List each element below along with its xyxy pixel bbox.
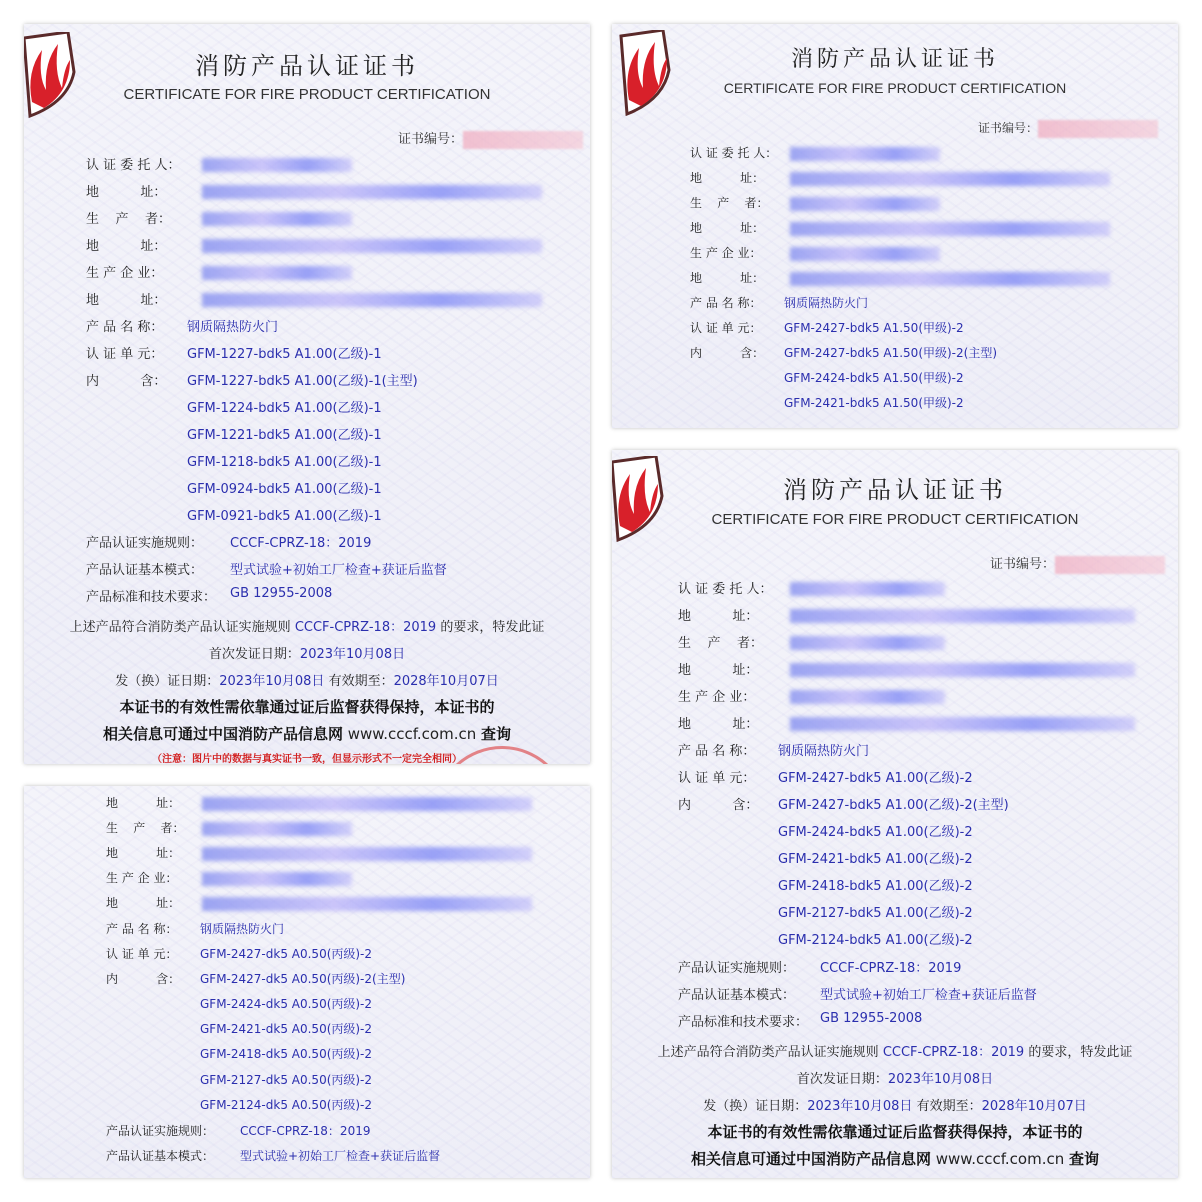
address-label: 地 址：: [690, 221, 765, 235]
product-name-row: [24, 920, 590, 947]
contains-label: 内 含：: [86, 374, 167, 389]
producer-row: [24, 208, 590, 235]
cert-number: [990, 553, 1165, 574]
redacted-value: [202, 212, 352, 226]
address-row: [24, 794, 590, 821]
model-item: GFM-2427-dk5 A0.50(丙级)-2(主型): [200, 972, 406, 986]
address-row: [24, 894, 590, 921]
product-name-value: 钢质隔热防火门: [187, 320, 279, 335]
model-item: GFM-1221-bdk5 A1.00(乙级)-1: [187, 428, 382, 443]
cert-title: 消防产品认证证书: [790, 47, 999, 72]
cert-number: [978, 119, 1158, 138]
product-name-row: [24, 316, 590, 343]
producer-row: [612, 194, 1178, 221]
redacted-value: [202, 872, 352, 886]
unit-value: GFM-2427-bdk5 A1.00(乙级)-2: [778, 771, 973, 786]
cert-number-label: 证书编号：: [398, 132, 464, 147]
model-item: GFM-2127-bdk5 A1.00(乙级)-2: [778, 906, 973, 921]
product-name-row: [612, 294, 1178, 321]
address-label: 地 址：: [86, 293, 167, 308]
unit-row: [612, 767, 1178, 794]
unit-label: 认 证 单 元：: [678, 771, 756, 786]
product-name-row: [612, 740, 1178, 767]
address-row: [612, 605, 1178, 632]
cert-number-label: 证书编号：: [978, 121, 1039, 135]
enterprise-label: 生 产 企 业：: [690, 246, 762, 260]
unit-label: 认 证 单 元：: [690, 321, 762, 335]
client-label: 认 证 委 托 人：: [690, 146, 778, 160]
cert-number: [398, 128, 583, 149]
model-item: GFM-2418-dk5 A0.50(丙级)-2: [200, 1047, 373, 1061]
enterprise-row: [612, 244, 1178, 271]
cert-number-redacted: [1055, 556, 1165, 574]
unit-row: [24, 945, 590, 972]
standard-label: 产品标准和技术要求：: [86, 590, 217, 605]
unit-row: [24, 343, 590, 370]
certificate-1: [24, 24, 590, 764]
enterprise-row: [24, 869, 590, 896]
notice-text: （注意：图片中的数据与真实证书一致，但显示形式不一定完全相同）: [152, 754, 462, 764]
validity-line-2: 相关信息可通过中国消防产品信息网 www.cccf.com.cn 查询: [102, 725, 512, 743]
address-row: [612, 219, 1178, 246]
mode-value: 型式试验+初始工厂检查+获证后监督: [230, 563, 447, 578]
address-label: 地 址：: [86, 185, 167, 200]
redacted-value: [790, 197, 940, 211]
issue-valid-dates: 发（换）证日期：2023年10月08日 有效期至：2028年10月07日: [703, 1099, 1087, 1114]
cert-number-redacted: [463, 131, 583, 149]
enterprise-label: 生 产 企 业：: [86, 266, 164, 281]
enterprise-row: [612, 686, 1178, 713]
cert-subtitle: CERTIFICATE FOR FIRE PRODUCT CERTIFICATION: [723, 80, 1067, 96]
producer-row: [24, 819, 590, 846]
contains-label: 内 含：: [678, 798, 759, 813]
address-label: 地 址：: [106, 896, 181, 910]
model-item: GFM-1218-bdk5 A1.00(乙级)-1: [187, 455, 382, 470]
address-label: 地 址：: [678, 609, 759, 624]
enterprise-label: 生 产 企 业：: [106, 871, 178, 885]
model-item: GFM-2421-bdk5 A1.00(乙级)-2: [778, 852, 973, 867]
standard-label: 产品标准和技术要求：: [678, 1015, 809, 1030]
address-row: [24, 844, 590, 871]
rule-value: CCCF-CPRZ-18：2019: [820, 961, 962, 976]
redacted-value: [790, 663, 1135, 677]
model-item: GFM-2127-dk5 A0.50(丙级)-2: [200, 1073, 373, 1087]
rule-row: [24, 532, 590, 559]
redacted-value: [790, 272, 1110, 286]
validity-line-2: 相关信息可通过中国消防产品信息网 www.cccf.com.cn 查询: [690, 1150, 1100, 1168]
redacted-value: [202, 897, 532, 911]
rule-row: [612, 957, 1178, 984]
redacted-value: [202, 822, 352, 836]
cert-title: 消防产品认证证书: [195, 52, 419, 80]
redacted-value: [790, 247, 940, 261]
redacted-value: [790, 717, 1135, 731]
contains-row: [24, 970, 590, 997]
address-label: 地 址：: [690, 271, 765, 285]
mode-value: 型式试验+初始工厂检查+获证后监督: [820, 988, 1037, 1003]
redacted-value: [790, 172, 1110, 186]
unit-row: [612, 319, 1178, 346]
mode-value: 型式试验+初始工厂检查+获证后监督: [240, 1149, 441, 1163]
cert-number-redacted: [1038, 120, 1158, 138]
address-label: 地 址：: [690, 171, 765, 185]
mode-row: [612, 984, 1178, 1011]
unit-value: GFM-1227-bdk5 A1.00(乙级)-1: [187, 347, 382, 362]
producer-label: 生 产 者：: [678, 636, 764, 651]
certificate-4: [612, 450, 1178, 1178]
product-name-label: 产 品 名 称：: [678, 744, 756, 759]
standard-value: GB 12955-2008: [820, 1011, 923, 1026]
model-item: GFM-2418-bdk5 A1.00(乙级)-2: [778, 879, 973, 894]
rule-value: CCCF-CPRZ-18：2019: [230, 536, 372, 551]
standard-row: [24, 586, 590, 613]
first-issue-date: 首次发证日期：2023年10月08日: [796, 1072, 994, 1087]
address-label: 地 址：: [678, 717, 759, 732]
mode-label: 产品认证基本模式：: [86, 563, 204, 578]
redacted-value: [790, 609, 1135, 623]
address-row: [24, 289, 590, 316]
cert-subtitle: CERTIFICATE FOR FIRE PRODUCT CERTIFICATION: [123, 86, 491, 103]
contains-row: [612, 344, 1178, 371]
cert-title: 消防产品认证证书: [783, 476, 1007, 504]
address-row: [24, 235, 590, 262]
rule-value: CCCF-CPRZ-18：2019: [240, 1124, 371, 1138]
address-row: [612, 269, 1178, 296]
redacted-value: [790, 582, 945, 596]
unit-label: 认 证 单 元：: [106, 947, 178, 961]
contains-row: [612, 794, 1178, 821]
producer-label: 生 产 者：: [86, 212, 172, 227]
redacted-value: [202, 797, 532, 811]
redacted-value: [790, 222, 1110, 236]
redacted-value: [202, 293, 542, 307]
redacted-value: [790, 690, 945, 704]
product-name-value: 钢质隔热防火门: [200, 922, 285, 936]
model-item: GFM-2427-bdk5 A1.00(乙级)-2(主型): [778, 798, 1009, 813]
product-name-label: 产 品 名 称：: [86, 320, 164, 335]
model-item: GFM-0921-bdk5 A1.00(乙级)-1: [187, 509, 382, 524]
product-name-value: 钢质隔热防火门: [778, 744, 870, 759]
standard-row: [612, 1011, 1178, 1038]
unit-value: GFM-2427-bdk5 A1.50(甲级)-2: [784, 321, 964, 335]
mode-row: [24, 1147, 590, 1174]
address-row: [612, 169, 1178, 196]
producer-label: 生 产 者：: [690, 196, 769, 210]
rule-label: 产品认证实施规则：: [106, 1124, 215, 1138]
client-label: 认 证 委 托 人：: [86, 158, 181, 173]
model-item: GFM-2124-dk5 A0.50(丙级)-2: [200, 1098, 373, 1112]
model-item: GFM-0924-bdk5 A1.00(乙级)-1: [187, 482, 382, 497]
validity-line-1: 本证书的有效性需依靠通过证后监督获得保持，本证书的: [707, 1123, 1083, 1141]
model-item: GFM-2424-bdk5 A1.00(乙级)-2: [778, 825, 973, 840]
redacted-value: [202, 185, 542, 199]
model-item: GFM-1227-bdk5 A1.00(乙级)-1(主型): [187, 374, 418, 389]
address-row: [24, 181, 590, 208]
cert-subtitle: CERTIFICATE FOR FIRE PRODUCT CERTIFICATION: [711, 511, 1079, 528]
client-row: [612, 144, 1178, 171]
unit-label: 认 证 单 元：: [86, 347, 164, 362]
cert-number-label: 证书编号：: [990, 557, 1056, 572]
rule-row: [24, 1122, 590, 1149]
model-item: GFM-2424-dk5 A0.50(丙级)-2: [200, 997, 373, 1011]
address-label: 地 址：: [106, 796, 181, 810]
enterprise-label: 生 产 企 业：: [678, 690, 756, 705]
standard-value: GB 12955-2008: [230, 586, 333, 601]
contains-label: 内 含：: [690, 346, 765, 360]
certificate-3: [24, 786, 590, 1178]
mode-label: 产品认证基本模式：: [106, 1149, 215, 1163]
redacted-value: [202, 847, 532, 861]
contains-label: 内 含：: [106, 972, 181, 986]
address-row: [612, 659, 1178, 686]
product-name-label: 产 品 名 称：: [690, 296, 762, 310]
client-row: [612, 578, 1178, 605]
model-item: GFM-2427-bdk5 A1.50(甲级)-2(主型): [784, 346, 998, 360]
certificate-2: [612, 24, 1178, 428]
rule-label: 产品认证实施规则：: [86, 536, 204, 551]
product-name-value: 钢质隔热防火门: [784, 296, 869, 310]
unit-value: GFM-2427-dk5 A0.50(丙级)-2: [200, 947, 373, 961]
redacted-value: [202, 239, 542, 253]
enterprise-row: [24, 262, 590, 289]
product-name-label: 产 品 名 称：: [106, 922, 178, 936]
model-item: GFM-2421-dk5 A0.50(丙级)-2: [200, 1022, 373, 1036]
conform-statement: 上述产品符合消防类产品认证实施规则 CCCF-CPRZ-18：2019 的要求，特发此证: [69, 620, 545, 635]
conform-statement: 上述产品符合消防类产品认证实施规则 CCCF-CPRZ-18：2019 的要求，特发此证: [657, 1045, 1133, 1060]
contains-row: [24, 370, 590, 397]
model-item: GFM-2421-bdk5 A1.50(甲级)-2: [784, 396, 964, 410]
mode-row: [24, 559, 590, 586]
address-label: 地 址：: [106, 846, 181, 860]
mode-label: 产品认证基本模式：: [678, 988, 796, 1003]
validity-line-1: 本证书的有效性需依靠通过证后监督获得保持，本证书的: [119, 698, 495, 716]
model-item: GFM-2124-bdk5 A1.00(乙级)-2: [778, 933, 973, 948]
rule-label: 产品认证实施规则：: [678, 961, 796, 976]
redacted-value: [202, 266, 352, 280]
address-label: 地 址：: [86, 239, 167, 254]
address-row: [612, 713, 1178, 740]
producer-row: [612, 632, 1178, 659]
client-label: 认 证 委 托 人：: [678, 582, 773, 597]
redacted-value: [790, 636, 945, 650]
client-row: [24, 154, 590, 181]
redacted-value: [202, 158, 352, 172]
producer-label: 生 产 者：: [106, 821, 185, 835]
first-issue-date: 首次发证日期：2023年10月08日: [208, 647, 406, 662]
address-label: 地 址：: [678, 663, 759, 678]
model-item: GFM-1224-bdk5 A1.00(乙级)-1: [187, 401, 382, 416]
redacted-value: [790, 147, 940, 161]
model-item: GFM-2424-bdk5 A1.50(甲级)-2: [784, 371, 964, 385]
issue-valid-dates: 发（换）证日期：2023年10月08日 有效期至：2028年10月07日: [115, 674, 499, 689]
